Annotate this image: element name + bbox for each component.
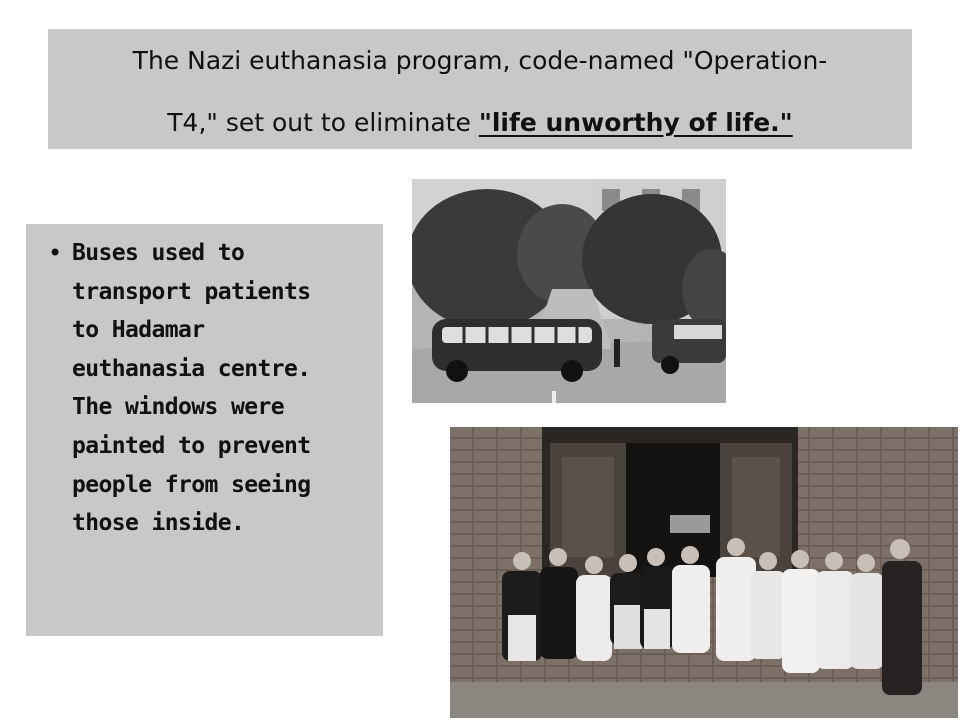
bullet-line: transport patients xyxy=(72,278,311,305)
bullet-dot-icon: • xyxy=(48,239,63,267)
bullet-line: Buses used to xyxy=(72,240,245,266)
title-highlight: "life unworthy of life." xyxy=(478,108,793,137)
staff-photo xyxy=(450,427,958,718)
bullet-line: to Hadamar xyxy=(72,317,205,344)
bullet-item xyxy=(48,234,369,543)
slide-title xyxy=(48,29,912,149)
buses-photo xyxy=(412,179,726,403)
buses-photo-drawing xyxy=(412,179,726,403)
bullet-text xyxy=(72,234,310,543)
caption-panel xyxy=(26,224,383,636)
title-line-2-prefix: T4," set out to eliminate xyxy=(167,108,479,137)
bullet-line: painted to prevent xyxy=(72,432,311,459)
bullet-line: those inside. xyxy=(72,510,245,537)
bullet-line: euthanasia centre. xyxy=(72,355,311,382)
bullet-line: people from seeing xyxy=(72,471,311,498)
bullet-line: The windows were xyxy=(72,394,284,421)
title-line-1: The Nazi euthanasia program, code-named "Operation- xyxy=(132,46,828,75)
staff-photo-drawing xyxy=(450,427,958,718)
title-line-2 xyxy=(48,92,912,154)
